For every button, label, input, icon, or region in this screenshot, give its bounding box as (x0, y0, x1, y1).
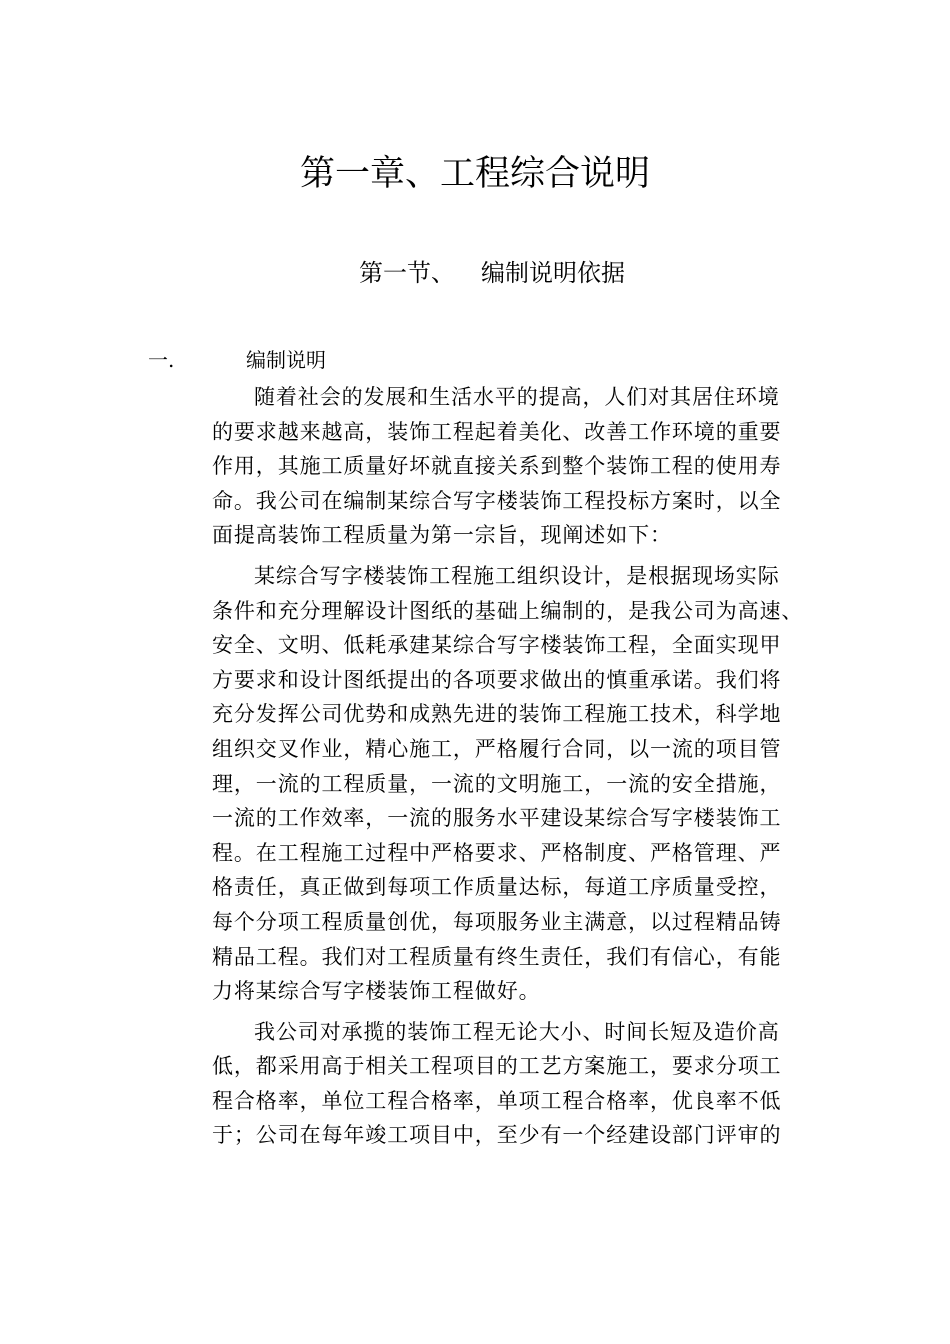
text-line: 每个分项工程质量创优，每项服务业主满意，以过程精品铸 (212, 909, 782, 934)
subheading-number: 一. (148, 348, 175, 372)
text-line: 理，一流的工程质量，一流的文明施工，一流的安全措施， (212, 771, 782, 796)
body-text (212, 380, 812, 1153)
paragraph-3 (212, 1015, 812, 1153)
text-line: 的要求越来越高，装饰工程起着美化、改善工作环境的重要 (212, 419, 782, 444)
section-label: 第一节、 (359, 259, 455, 287)
text-line: 一流的工作效率，一流的服务水平建设某综合写字楼装饰工 (212, 806, 782, 831)
text-line: 精品工程。我们对工程质量有终生责任，我们有信心，有能 (212, 944, 782, 969)
text-line: 程。在工程施工过程中严格要求、严格制度、严格管理、严 (212, 840, 782, 865)
text-line: 充分发挥公司优势和成熟先进的装饰工程施工技术，科学地 (212, 702, 782, 727)
text-line: 某综合写字楼装饰工程施工组织设计，是根据现场实际 (254, 563, 780, 588)
section-title (0, 256, 950, 290)
text-line: 条件和充分理解设计图纸的基础上编制的，是我公司为高速、 (212, 598, 804, 623)
text-line: 方要求和设计图纸提出的各项要求做出的慎重承诺。我们将 (212, 667, 782, 692)
text-line: 我公司对承揽的装饰工程无论大小、时间长短及造价高 (254, 1019, 780, 1044)
subheading (148, 344, 326, 376)
text-line: 力将某综合写字楼装饰工程做好。 (212, 979, 541, 1004)
text-line: 随着社会的发展和生活水平的提高，人们对其居住环境 (254, 385, 780, 409)
text-line: 程合格率，单位工程合格率，单项工程合格率，优良率不低 (212, 1088, 782, 1113)
section-heading: 编制说明依据 (481, 259, 625, 287)
text-line: 面提高装饰工程质量为第一宗旨，现阐述如下： (212, 523, 672, 548)
text-line: 作用，其施工质量好坏就直接关系到整个装饰工程的使用寿 (212, 454, 782, 479)
paragraph-1 (212, 380, 812, 553)
text-line: 安全、文明、低耗承建某综合写字楼装饰工程，全面实现甲 (212, 633, 782, 658)
text-line: 低，都采用高于相关工程项目的工艺方案施工，要求分项工 (212, 1054, 782, 1079)
chapter-title: 第一章、工程综合说明 (299, 154, 650, 194)
text-line: 格责任，真正做到每项工作质量达标，每道工序质量受控， (212, 875, 782, 900)
text-line: 命。我公司在编制某综合写字楼装饰工程投标方案时，以全 (212, 488, 782, 513)
text-line: 于；公司在每年竣工项目中，至少有一个经建设部门评审的 (212, 1123, 782, 1148)
text-line: 组织交叉作业，精心施工，严格履行合同，以一流的项目管 (212, 736, 782, 761)
paragraph-2 (212, 559, 812, 1009)
subheading-title: 编制说明 (246, 348, 326, 372)
